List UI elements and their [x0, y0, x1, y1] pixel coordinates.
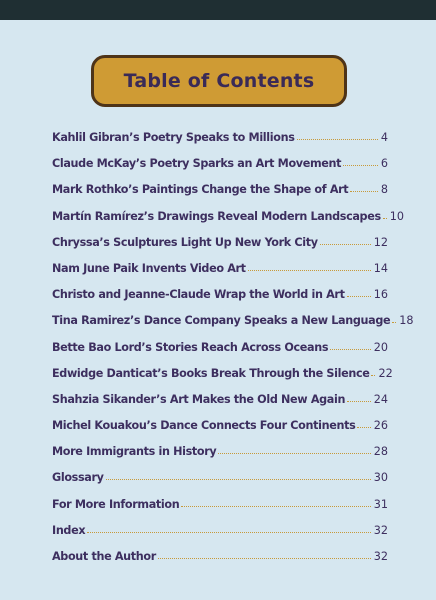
toc-page-number: 30 [373, 471, 388, 485]
toc-page-number: 8 [380, 183, 388, 197]
toc-entry[interactable] [52, 236, 388, 262]
toc-page-number: 26 [373, 419, 388, 433]
toc-page-number: 20 [373, 340, 388, 354]
toc-entry[interactable] [52, 262, 388, 288]
toc-page-number: 16 [373, 288, 388, 302]
toc-entry[interactable] [52, 209, 405, 236]
dot-leader [330, 349, 371, 350]
heading-banner [91, 55, 347, 107]
toc-entry[interactable] [52, 288, 388, 314]
toc-entry-title: Index [52, 523, 86, 537]
dot-leader [392, 322, 396, 323]
dot-leader [347, 296, 371, 297]
dot-leader [343, 165, 378, 166]
toc-entry[interactable] [52, 157, 388, 183]
toc-entry[interactable] [52, 471, 388, 497]
toc-entry-title: Christo and Jeanne-Claude Wrap the World in Art [52, 288, 345, 302]
top-border-bar [0, 0, 436, 20]
toc-entry-title: Mark Rothko’s Paintings Change the Shape of Art [52, 183, 349, 197]
dot-leader [158, 558, 371, 559]
dot-leader [248, 270, 371, 271]
toc-entry-title: Michel Kouakou’s Dance Connects Four Continents [52, 419, 356, 433]
toc-entry-title: Martín Ramírez’s Drawings Reveal Modern Landscapes [52, 209, 381, 223]
toc-entry-title: Shahzia Sikander’s Art Makes the Old New Again [52, 392, 346, 406]
toc-entry[interactable] [52, 393, 388, 419]
toc-entry-title: Tina Ramirez’s Dance Company Speaks a New Language [52, 314, 391, 328]
dot-leader [297, 139, 378, 140]
toc-page-number: 31 [373, 497, 388, 511]
dot-leader [357, 427, 370, 428]
toc-page-number: 6 [380, 157, 388, 171]
toc-page-number: 10 [389, 209, 405, 223]
toc-entry-title: Claude McKay’s Poetry Sparks an Art Movement [52, 157, 342, 171]
toc-page-number: 24 [373, 392, 388, 406]
toc-entry-title: Nam June Paik Invents Video Art [52, 261, 246, 275]
toc-entry-title: About the Author [52, 550, 156, 563]
toc-entry-title: Bette Bao Lord’s Stories Reach Across Oceans [52, 340, 329, 354]
toc-entry[interactable] [52, 445, 388, 471]
dot-leader [106, 479, 371, 480]
dot-leader [181, 506, 370, 507]
toc-entry-title: Edwidge Danticat’s Books Break Through the Silence [52, 366, 370, 380]
toc-entry[interactable] [52, 419, 388, 445]
toc-page-number: 14 [373, 261, 388, 275]
toc-page-number: 32 [373, 550, 388, 563]
page-title: Table of Contents [123, 70, 315, 92]
dot-leader [347, 401, 371, 402]
toc-page-number: 4 [380, 131, 388, 144]
dot-leader [320, 244, 371, 245]
dot-leader [350, 191, 378, 192]
toc-entry[interactable] [52, 183, 388, 209]
toc-entry-title: More Immigrants in History [52, 445, 217, 459]
toc-entry[interactable] [52, 131, 388, 157]
dot-leader [371, 375, 375, 376]
toc-entry[interactable] [52, 498, 388, 524]
dot-leader [218, 453, 370, 454]
toc-entry-title: Kahlil Gibran’s Poetry Speaks to Millions [52, 131, 295, 144]
toc-entry-title: Chryssa’s Sculptures Light Up New York City [52, 235, 318, 249]
toc-entry[interactable] [52, 524, 388, 550]
toc-entry[interactable] [52, 550, 388, 576]
toc-entry-title: For More Information [52, 497, 180, 511]
toc-page-number: 32 [373, 523, 388, 537]
toc-page-number: 22 [378, 366, 393, 380]
toc-list [52, 131, 414, 576]
dot-leader [87, 532, 371, 533]
toc-entry-title: Glossary [52, 471, 104, 485]
dot-leader [383, 218, 387, 219]
toc-page-number: 18 [399, 314, 414, 328]
toc-page-number: 28 [373, 445, 388, 459]
toc-entry[interactable] [52, 314, 414, 340]
toc-entry[interactable] [52, 366, 393, 393]
toc-page-number: 12 [373, 235, 388, 249]
toc-entry[interactable] [52, 341, 388, 367]
